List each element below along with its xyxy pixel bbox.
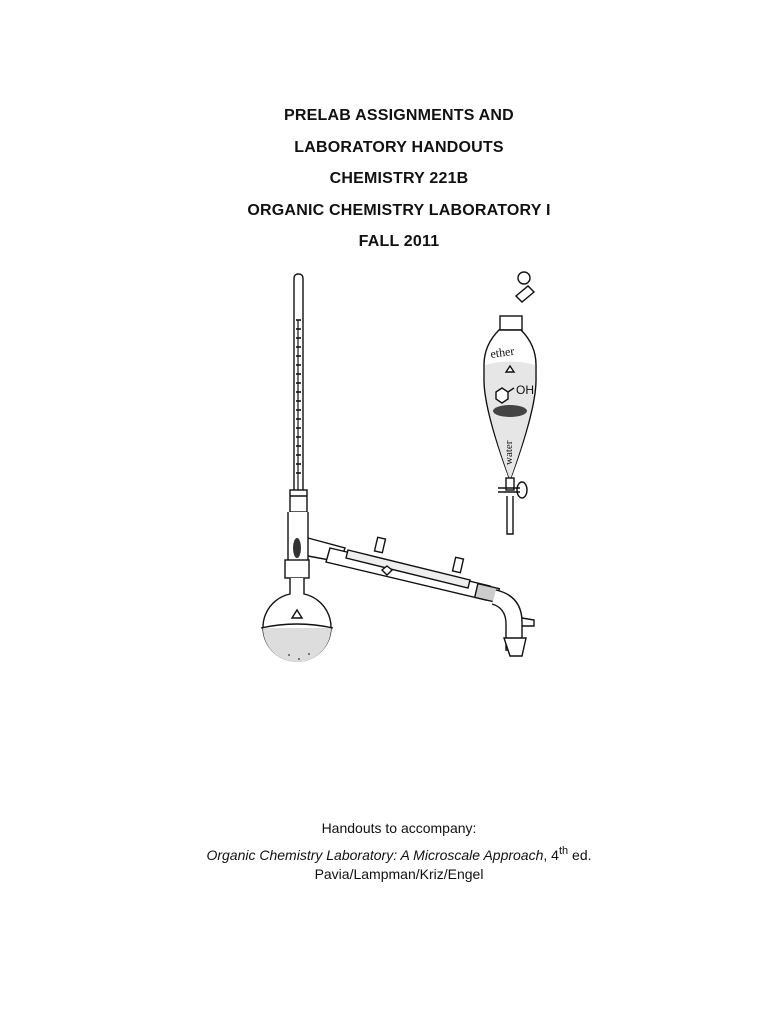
vacuum-adapter (492, 590, 534, 656)
distillation-head (285, 512, 345, 578)
handouts-intro: Handouts to accompany: (321, 820, 477, 836)
separatory-funnel (484, 272, 536, 534)
title-line-2: LABORATORY HANDOUTS (294, 138, 504, 156)
book-title: Organic Chemistry Laboratory: A Microscale Approach (206, 847, 544, 863)
condenser (326, 537, 499, 602)
thermometer (290, 274, 307, 512)
title-line-1: PRELAB ASSIGNMENTS AND (284, 107, 514, 124)
title-line-5: FALL 2011 (358, 233, 440, 250)
title-line-4: ORGANIC CHEMISTRY LABORATORY I (247, 201, 551, 219)
handouts-note (0, 820, 768, 883)
edition-number: 4 (551, 847, 559, 863)
funnel-water-label: water (503, 440, 515, 465)
title-line-3: CHEMISTRY 221B (329, 170, 469, 187)
funnel-oh-label: OH (516, 383, 534, 397)
edition-suffix: ed. (572, 847, 592, 863)
edition-superscript: th (558, 845, 569, 857)
book-citation: Organic Chemistry Laboratory: A Microscale Approach, 4th ed. (206, 845, 592, 863)
funnel-ether-label: ether (489, 343, 516, 361)
round-bottom-flask (261, 578, 333, 662)
book-authors: Pavia/Lampman/Kriz/Engel (314, 866, 484, 882)
